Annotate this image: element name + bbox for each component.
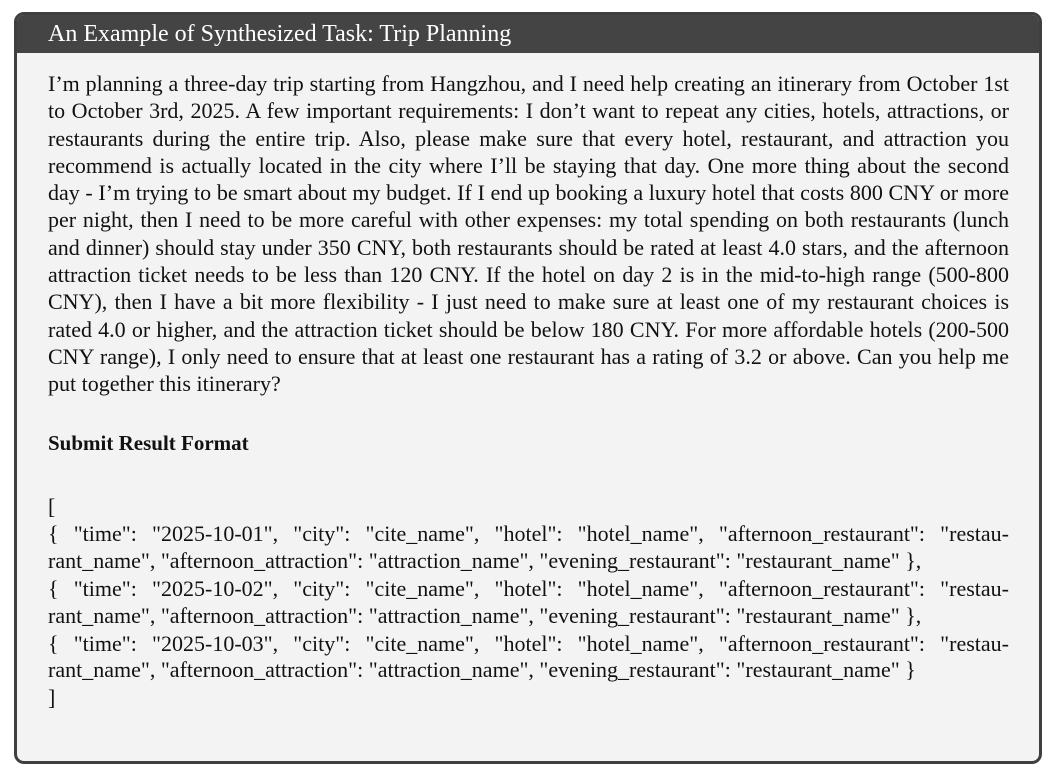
task-example-box: [14, 12, 1042, 764]
json-open-bracket: [: [48, 493, 56, 519]
json-entry-day-2: { "time": "2025-10-02", "city": "cite_name", "hotel": "hotel_name", "afternoon_restaurant": "restau-rant_name", "afternoon_attraction": "attraction_name", "evening_restaurant": "restaurant_name" },: [48, 575, 1009, 628]
result-format-heading: Submit Result Format: [48, 430, 249, 455]
json-entry-day-3: { "time": "2025-10-03", "city": "cite_name", "hotel": "hotel_name", "afternoon_restaurant": "restau-rant_name", "afternoon_attraction": "attraction_name", "evening_restaurant": "restaurant_name" }: [48, 630, 1009, 683]
json-entry-day-1: { "time": "2025-10-01", "city": "cite_name", "hotel": "hotel_name", "afternoon_restaurant": "restau-rant_name", "afternoon_attraction": "attraction_name", "evening_restaurant": "restaurant_name" },: [48, 521, 1009, 574]
json-close-bracket: ]: [48, 685, 56, 711]
box-title: An Example of Synthesized Task: Trip Planning: [17, 15, 1039, 53]
result-format-json: [48, 494, 1009, 712]
box-content: [17, 53, 1039, 712]
task-description: I’m planning a three-day trip starting from Hangzhou, and I need help creating an itinerary from October 1st to October 3rd, 2025. A few important requirements: I don’t want to repeat any cities, hotels, attractions, or restaurants during the entire trip. Also, please make sure that every hotel, restaurant, and attraction you recommend is actually located in the city where I’ll be staying that day. One more thing about the second day - I’m trying to be smart about my budget. If I end up booking a luxury hotel that costs 800 CNY or more per night, then I need to be more careful with other expenses: my total spending on both restaurants (lunch and dinner) should stay under 350 CNY, both restaurants should be rated at least 4.0 stars, and the afternoon attraction ticket needs to be less than 120 CNY. If the hotel on day 2 is in the mid-to-high range (500-800 CNY), then I have a bit more flexibility - I just need to make sure at least one of my restaurant choices is rated 4.0 or higher, and the attraction ticket should be below 180 CNY. For more affordable hotels (200-500 CNY range), I only need to ensure that at least one restaurant has a rating of 3.2 or above. Can you help me put together this itinerary?: [48, 71, 1009, 397]
